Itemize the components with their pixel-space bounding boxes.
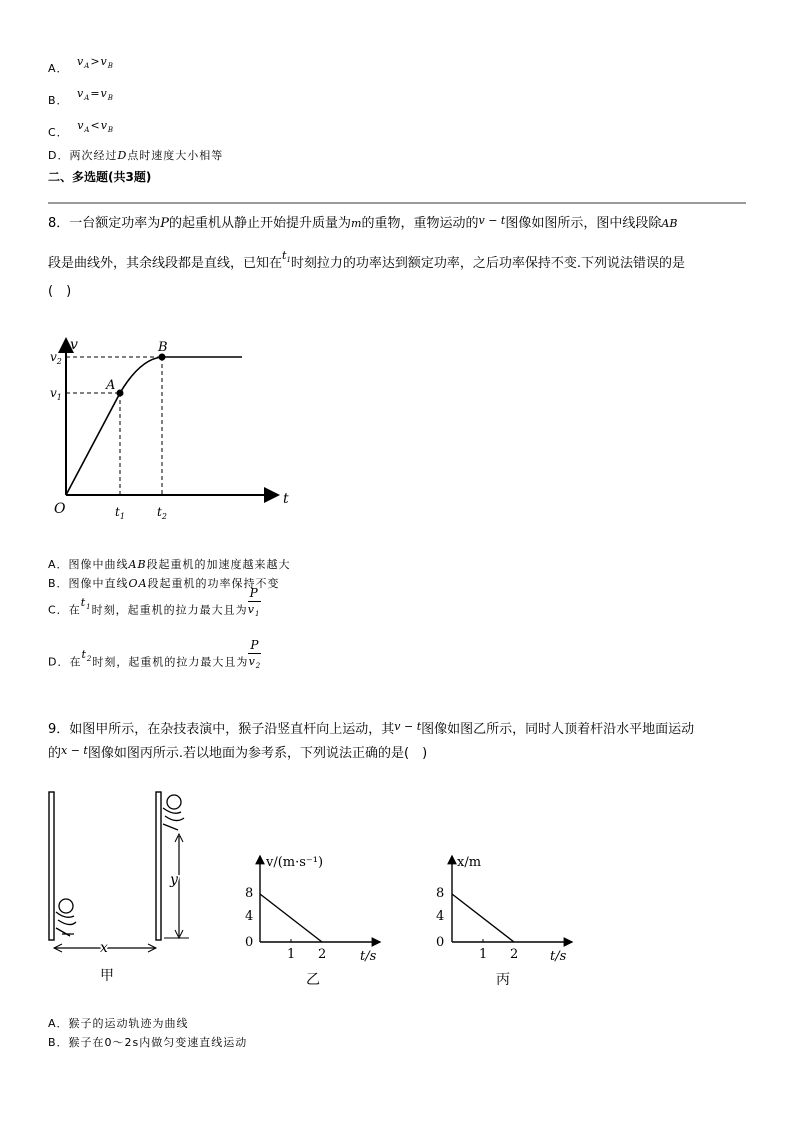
monkey-bottom-icon [56,899,76,936]
q8-line1: 8．一台额定功率为P的起重机从静止开始提升质量为m的重物，重物运动的$^{v - t}$图像如图所示，图中线段除AB [48,214,678,231]
point-a [117,390,124,397]
q9-line2: 的$^{x - t}$图像如图丙所示.若以地面为参考系，下列说法正确的是( ) [48,744,428,761]
fig-jia [44,788,194,988]
vt-curve [66,357,242,495]
yi-y8: 8 [245,886,254,901]
origin-label: O [54,501,66,517]
t2-label: $t_2$ [157,505,167,521]
yi-y4: 4 [245,909,254,924]
x-label: x [100,940,108,956]
caption-jia: 甲 [100,968,114,984]
bing-x2: 2 [510,947,519,962]
q9-option-a: A．猴子的运动轨迹为曲线 [48,1017,189,1030]
q8-vt-chart [48,333,298,533]
fig-bing [430,850,580,990]
fig-yi [240,850,390,990]
v2-label: $v_2$ [50,350,62,366]
yi-data-line [260,894,322,942]
pole-right [156,792,161,940]
divider [48,202,746,204]
monkey-top-icon [163,795,184,830]
yi-xlabel: t/s [360,949,377,964]
axis-t-label: t [283,491,289,507]
point-b-label: B [158,340,168,355]
bing-ylabel: x/m [457,855,482,870]
pole-left [49,792,54,940]
yi-ylabel: v/(m·s⁻¹) [266,855,324,870]
bing-y0: 0 [436,935,445,950]
q9-option-b: B．猴子在0～2s内做匀变速直线运动 [48,1036,248,1049]
caption-bing: 丙 [496,972,510,988]
q9-line1: 9．如图甲所示，在杂技表演中，猴子沿竖直杆向上运动，其$^{v - t}$图像如图乙所示，同时人顶着杆沿水平地面运动 [48,720,695,737]
q8-option-d: D．在$t_2$时刻，起重机的拉力最大且为 $\frac{P}{v_2}$ [48,638,262,670]
t1-label: $t_1$ [115,505,125,521]
bing-xlabel: t/s [550,949,567,964]
q8-option-c: C．在$t_1$时刻，起重机的拉力最大且为 $\frac{P}{v_1}$ [48,586,261,618]
y-label: y [170,872,178,888]
v1-label: $v_1$ [50,386,62,402]
point-a-label: A [106,378,116,393]
bing-data-line [452,894,514,942]
yi-y0: 0 [245,935,254,950]
q8-option-b: B．图像中直线OA段起重机的功率保持不变 [48,577,280,590]
section-title: 二、多选题(共3题) [48,170,152,184]
q8-line3: ( ) [48,284,72,299]
prev-option-a: A． $v_A>v_B$ [48,55,114,75]
yi-x1: 1 [287,947,296,962]
prev-option-c: C． $v_A<v_B$ [48,119,115,139]
axis-v-label: v [70,337,78,353]
q8-line2: 段是曲线外，其余线段都是直线，已知在$^{t_1}$时刻拉力的功率达到额定功率，之后功率保持不变.下列说法错误的是 [48,249,686,271]
bing-y8: 8 [436,886,445,901]
prev-option-b: B． $v_A=v_B$ [48,87,114,107]
yi-x2: 2 [318,947,327,962]
bing-x1: 1 [479,947,488,962]
prev-option-d: D．两次经过D点时速度大小相等 [48,149,224,162]
q8-option-a: A．图像中曲线AB段起重机的加速度越来越大 [48,558,291,571]
bing-y4: 4 [436,909,445,924]
caption-yi: 乙 [306,972,320,988]
